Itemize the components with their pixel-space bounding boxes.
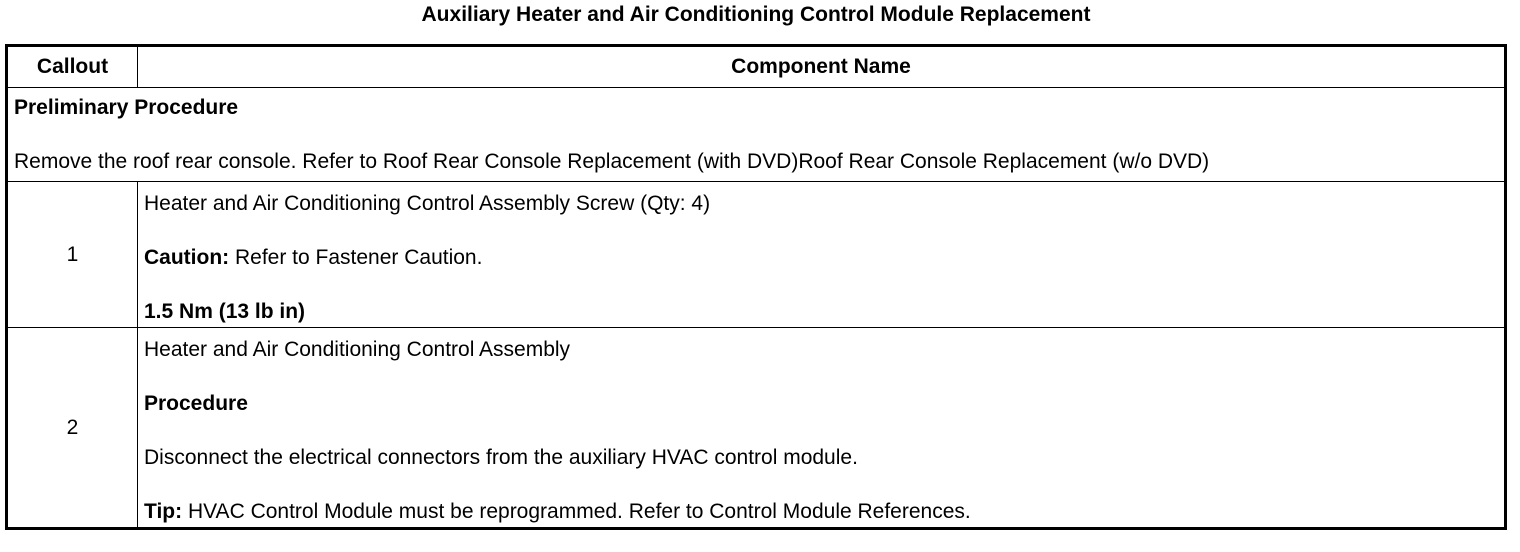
preliminary-cell xyxy=(7,88,1506,182)
caution-note xyxy=(144,244,1504,271)
preliminary-heading: Preliminary Procedure xyxy=(14,96,239,119)
tip-label: Tip: xyxy=(144,500,183,523)
procedure-heading: Procedure xyxy=(144,392,248,415)
procedure-text: Disconnect the electrical connectors from the auxiliary HVAC control module. xyxy=(144,446,858,469)
callout-number: 1 xyxy=(7,182,138,328)
component-cell xyxy=(138,182,1506,328)
tip-note xyxy=(144,498,1504,525)
tip-text: HVAC Control Module must be reprogrammed. Refer to Control Module References. xyxy=(182,500,971,523)
page-title: Auxiliary Heater and Air Conditioning Control Module Replacement xyxy=(421,3,1091,26)
callout-header: Callout xyxy=(7,46,138,88)
preliminary-row xyxy=(7,88,1506,182)
component-name: Heater and Air Conditioning Control Assembly Screw (Qty: 4) xyxy=(144,192,711,215)
component-name: Heater and Air Conditioning Control Assembly xyxy=(144,338,571,361)
table-row xyxy=(7,328,1506,529)
procedure-table xyxy=(5,44,1507,530)
header-row xyxy=(7,46,1506,88)
callout-number: 2 xyxy=(7,328,138,529)
torque-spec: 1.5 Nm (13 lb in) xyxy=(144,300,306,323)
preliminary-text: Remove the roof rear console. Refer to Roof Rear Console Replacement (with DVD)Roof Rear Console Replacement (w/o DVD) xyxy=(14,150,1210,173)
caution-text: Refer to Fastener Caution. xyxy=(229,246,483,269)
component-name-header: Component Name xyxy=(138,46,1506,88)
component-cell xyxy=(138,328,1506,529)
table-row xyxy=(7,182,1506,328)
caution-label: Caution: xyxy=(144,246,230,269)
